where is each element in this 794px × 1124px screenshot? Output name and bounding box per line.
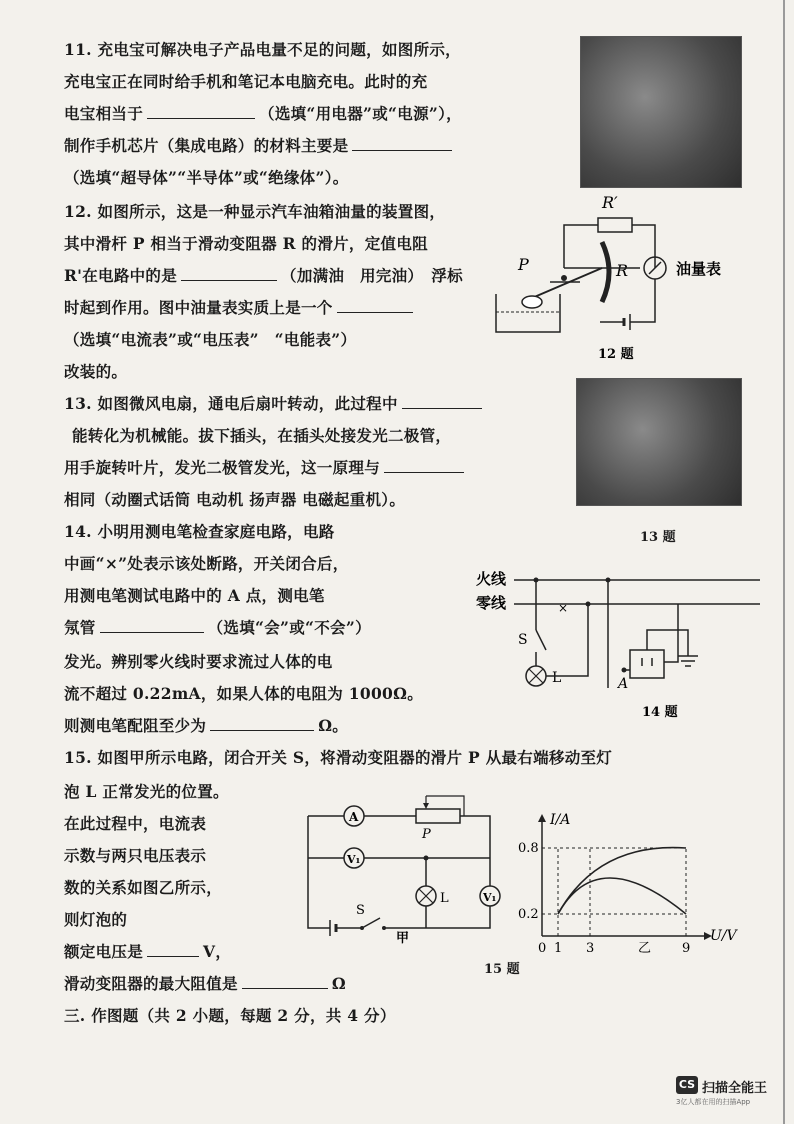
q13-line4: 相同（动圈式话筒 电动机 扬声器 电磁起重机）。: [64, 490, 406, 509]
scanner-app-subtitle: 3亿人都在用的扫描App: [676, 1098, 751, 1106]
switch-s: [536, 630, 546, 650]
q15-line5: 数的关系如图乙所示，: [64, 878, 223, 897]
q14-household-circuit: [474, 566, 764, 726]
q12-line2: 其中滑杆 P 相当于滑动变阻器 R 的滑片，定值电阻: [64, 234, 428, 253]
y-tick-label: 0.8: [518, 841, 539, 856]
q15-label-v2: V₁: [483, 891, 497, 904]
answer-blank[interactable]: [337, 298, 413, 313]
q14-label-a: A: [618, 676, 629, 692]
page-edge-line: [783, 0, 785, 1124]
x-tick-label: 1: [554, 941, 563, 956]
q15-caption: 15 题: [484, 962, 520, 977]
q15-line4: 示数与两只电压表示: [64, 846, 207, 865]
q14-label-neutral: 零线: [476, 594, 507, 612]
q14-caption: 14 题: [642, 705, 678, 720]
answer-blank[interactable]: [242, 974, 328, 989]
answer-blank[interactable]: [147, 104, 255, 119]
q14-line1: 14. 小明用测电笔检查家庭电路，电路: [64, 522, 335, 541]
q12-label-rprime: R′: [602, 193, 618, 212]
q14-line3: 用测电笔测试电路中的 A 点，测电笔: [64, 586, 325, 605]
q15-label-a: A: [349, 810, 359, 824]
series-line-1: [558, 848, 686, 914]
q13-line1: 13. 如图微风电扇，通电后扇叶转动，此过程中: [64, 392, 486, 414]
q15-line3: 在此过程中，电流表: [64, 814, 207, 833]
earth-wire: [647, 630, 688, 656]
q12-line5: （选填“电流表”或“电压表” “电能表”）: [64, 330, 357, 349]
q15-label-s: S: [356, 903, 365, 918]
q12-line1: 12. 如图所示，这是一种显示汽车油箱油量的装置图，: [64, 202, 446, 221]
y-axis-label: I/A: [550, 812, 571, 828]
q14-line7: 则测电笔配阻至少为 Ω。: [64, 716, 349, 735]
rheostat: [416, 809, 460, 823]
q14-line4: 氖管 （选填“会”或“不会”）: [64, 618, 371, 637]
q11-line4: 制作手机芯片（集成电路）的材料主要是: [64, 134, 456, 156]
float: [522, 296, 542, 308]
chart-label-yi: 乙: [638, 941, 652, 956]
q14-label-s: S: [518, 632, 528, 648]
answer-blank[interactable]: [352, 136, 452, 151]
resistor-rprime: [598, 218, 632, 232]
socket: [630, 650, 664, 678]
q12-caption: 12 题: [598, 347, 634, 362]
q12-wire-top-right: [632, 225, 655, 268]
q11-line5: （选填“超导体”“半导体”或“绝缘体”）。: [64, 168, 349, 187]
x-tick-label: 3: [586, 941, 595, 956]
q12-circuit-diagram: [490, 190, 770, 362]
x-tick-label: 0: [538, 941, 547, 956]
q14-line5: 发光。辨别零火线时要求流过人体的电: [64, 652, 333, 671]
x-tick-label: 9: [682, 941, 691, 956]
q15-label-l: L: [440, 891, 449, 906]
scanner-logo: CS: [676, 1076, 698, 1094]
q15-line1: 15. 如图甲所示电路，闭合开关 S，将滑动变阻器的滑片 P 从最右端移动至灯: [64, 748, 613, 767]
pivot: [561, 275, 567, 281]
q15-label-jia: 甲: [396, 931, 410, 946]
q12-label-r: R: [616, 261, 629, 280]
q12-wire-bottom: [630, 279, 655, 322]
answer-blank[interactable]: [402, 394, 482, 409]
q12-line3: R'在电路中的是 （加满油 用完油） 浮标: [64, 266, 463, 285]
q14-line6: 流不超过 0.22mA，如果人体的电阻为 1000Ω。: [64, 684, 424, 703]
lever-bar: [532, 268, 602, 298]
q12-label-p: P: [518, 255, 529, 274]
q15-line6: 则灯泡的: [64, 910, 128, 929]
q11-line2: 充电宝正在同时给手机和笔记本电脑充电。此时的充: [64, 72, 428, 91]
x-axis-label: U/V: [710, 928, 737, 944]
q14-label-live: 火线: [476, 570, 507, 588]
variable-resistor-r: [602, 242, 609, 302]
q11-line1: 11. 充电宝可解决电子产品电量不足的问题，如图所示，: [64, 40, 461, 59]
series-line-2: [558, 878, 686, 914]
q13-line2: 能转化为机械能。拔下插头，在插头处接发光二极管，: [72, 426, 452, 445]
answer-blank[interactable]: [100, 618, 204, 633]
q12-wire-top: [564, 225, 598, 268]
q14-label-l: L: [552, 670, 562, 686]
q12-line6: 改装的。: [64, 362, 128, 381]
q15-circuit-jia: [296, 806, 506, 946]
answer-blank[interactable]: [181, 266, 277, 281]
answer-blank[interactable]: [147, 942, 199, 957]
q13-line3: 用手旋转叶片，发光二极管发光，这一原理与: [64, 456, 468, 478]
q13-caption: 13 题: [640, 530, 676, 545]
scanner-app-name: 扫描全能王: [702, 1081, 768, 1096]
q15-label-v1: V₁: [347, 853, 361, 866]
q15-chart-yi: [518, 810, 737, 956]
switch-s: [362, 918, 380, 928]
q12-line4: 时起到作用。图中油量表实质上是一个: [64, 296, 417, 318]
q12-label-meter: 油量表: [676, 260, 722, 278]
q15-line8: 滑动变阻器的最大阻值是 Ω: [64, 974, 346, 993]
q15-line7: 额定电压是 V，: [64, 942, 232, 961]
q15-line2: 泡 L 正常发光的位置。: [64, 782, 229, 801]
q14-line2: 中画“×”处表示该处断路，开关闭合后，: [64, 554, 349, 573]
y-tick-label: 0.2: [518, 907, 539, 922]
y-axis-arrow: [538, 814, 546, 822]
q11-line3: 电宝相当于 （选填“用电器”或“电源”），: [64, 104, 462, 123]
break-mark-x: ×: [558, 601, 569, 615]
q15-label-p: P: [422, 827, 431, 842]
q15-outer-loop: [308, 816, 330, 928]
answer-blank[interactable]: [210, 716, 314, 731]
q13-fan-photo: [576, 378, 742, 506]
section3-heading: 三. 作图题（共 2 小题，每题 2 分，共 4 分）: [64, 1006, 396, 1025]
answer-blank[interactable]: [384, 458, 464, 473]
q11-photo: [580, 36, 742, 188]
